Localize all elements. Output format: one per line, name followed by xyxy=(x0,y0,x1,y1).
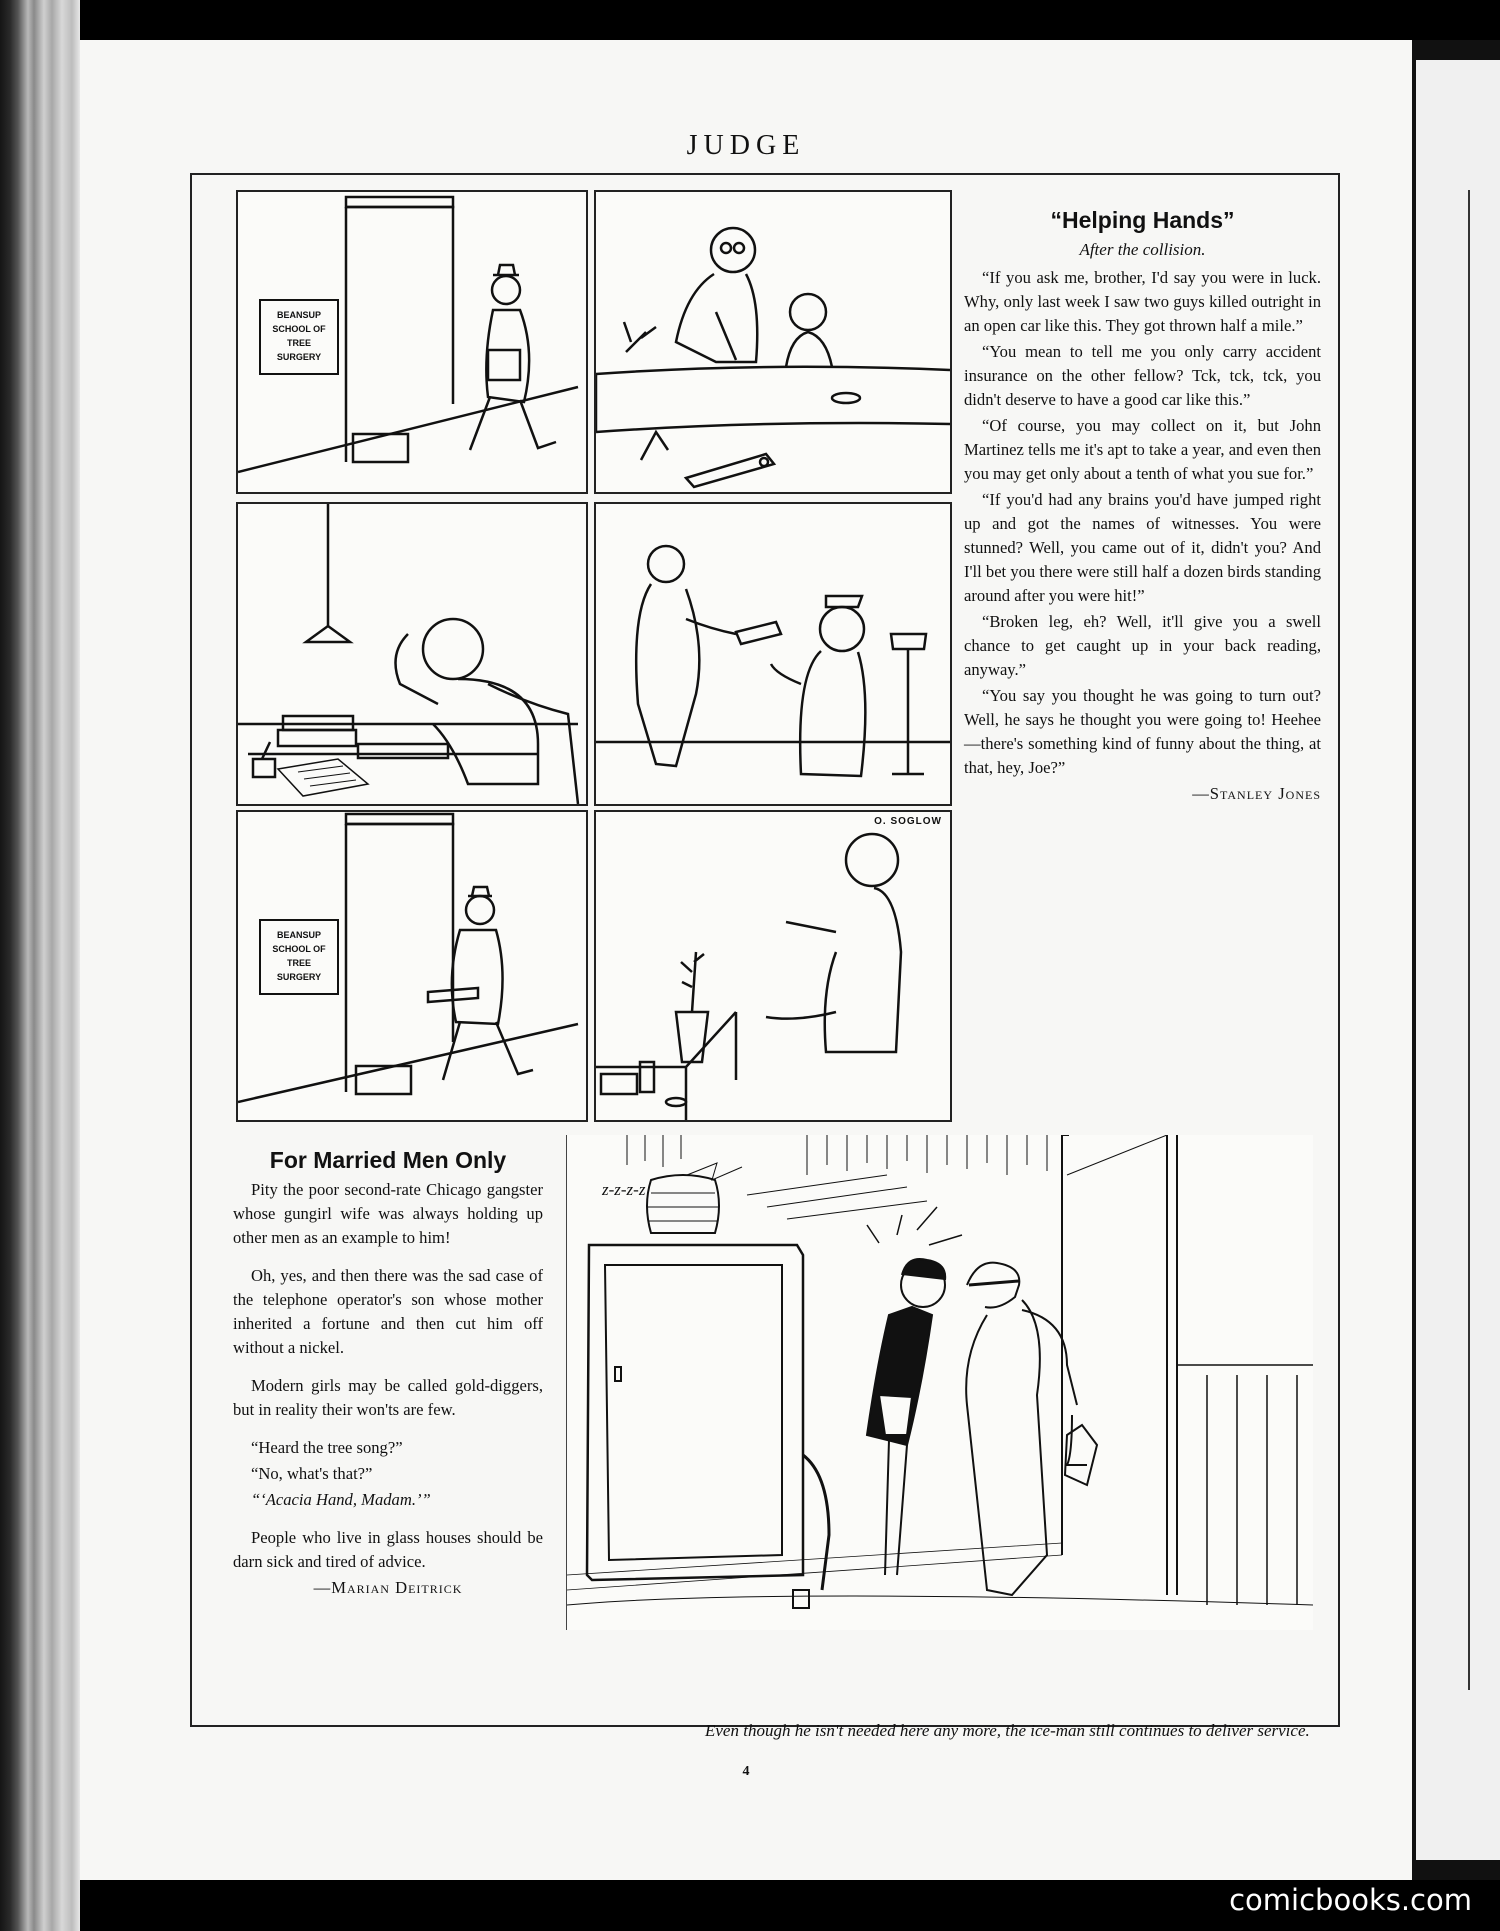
snore-text: z-z-z-z xyxy=(602,1180,646,1199)
cartoonist-signature: O. SOGLOW xyxy=(874,816,942,827)
sign-line-3: TREE xyxy=(286,338,312,348)
dialogue-line: “No, what's that?” xyxy=(251,1464,373,1483)
married-men-paragraph: Pity the poor second-rate Chicago gangster whose gungirl wife was always holding up other men as an example to him! xyxy=(233,1180,543,1247)
dialogue-line: “Heard the tree song?” xyxy=(251,1438,403,1457)
helping-hands-paragraph: “Broken leg, eh? Well, it'll give you a swell chance to get caught up in your back reading, anyway.” xyxy=(964,612,1321,679)
married-men-paragraph: Modern girls may be called gold-diggers, but in reality their won'ts are few. xyxy=(233,1376,543,1419)
married-men-byline: —Marian Deitrick xyxy=(313,1578,463,1597)
comic-panel-5 xyxy=(236,810,588,1122)
masthead: JUDGE xyxy=(686,130,806,161)
sign-line-3-repeat: TREE xyxy=(286,958,312,968)
iceman-cartoon xyxy=(566,1135,1313,1630)
helping-hands-paragraph: “If you'd had any brains you'd have jumped right up and got the names of witnesses. You were stunned? Well, you came out of it, didn't you? And I'll bet you there were still half a dozen birds standing around after you were hit!” xyxy=(964,490,1321,605)
dialogue-line: “‘Acacia Hand, Madam.’” xyxy=(251,1490,431,1509)
helping-hands-column xyxy=(964,208,1321,808)
sign-line-1: BEANSUP xyxy=(276,310,322,320)
sign-line-1-repeat: BEANSUP xyxy=(276,930,322,940)
sign-line-2: SCHOOL OF xyxy=(272,324,326,334)
married-men-title: For Married Men Only xyxy=(269,1147,507,1173)
helping-hands-paragraph: “Of course, you may collect on it, but John Martinez tells me it's apt to take a year, and even then you may get only about a tenth of what you sue for.” xyxy=(964,416,1321,483)
comic-panel-3 xyxy=(236,502,588,806)
sign-line-2-repeat: SCHOOL OF xyxy=(272,944,326,954)
watermark: comicbooks.com xyxy=(1229,1883,1472,1917)
helping-hands-subtitle: After the collision. xyxy=(1079,240,1206,259)
page-number: 4 xyxy=(742,1764,750,1779)
helping-hands-title: “Helping Hands” xyxy=(1050,207,1235,233)
comic-panel-6 xyxy=(594,810,952,1122)
comic-panel-2 xyxy=(594,190,952,494)
helping-hands-paragraph: “If you ask me, brother, I'd say you were in luck. Why, only last week I saw two guys killed outright in an open car like this. They got thrown half a mile.” xyxy=(964,268,1321,335)
helping-hands-paragraph: “You mean to tell me you only carry accident insurance on the other fellow? Tck, tck, tck, you didn't deserve to have a good car like this.” xyxy=(964,342,1321,409)
comic-panel-1 xyxy=(236,190,588,494)
married-men-paragraph: Oh, yes, and then there was the sad case of the telephone operator's son whose mother inherited a fortune and then cut him off without a nickel. xyxy=(233,1266,543,1357)
facing-page xyxy=(1416,60,1500,1860)
helping-hands-paragraph: “You say you thought he was going to turn out? Well, he says he thought you were going to! Heehee—there's something kind of funny about the thing, at that, hey, Joe?” xyxy=(964,686,1321,777)
helping-hands-byline: —Stanley Jones xyxy=(1192,784,1321,803)
married-men-paragraph: People who live in glass houses should be darn sick and tired of advice. xyxy=(233,1528,543,1571)
comic-panel-4 xyxy=(594,502,952,806)
sign-line-4: SURGERY xyxy=(276,352,322,362)
sign-line-4-repeat: SURGERY xyxy=(276,972,322,982)
iceman-caption: Even though he isn't needed here any more, the ice-man still continues to deliver service. xyxy=(705,1721,1310,1740)
magazine-page xyxy=(80,40,1412,1880)
married-men-column xyxy=(233,1148,543,1602)
book-binding xyxy=(0,0,80,1931)
